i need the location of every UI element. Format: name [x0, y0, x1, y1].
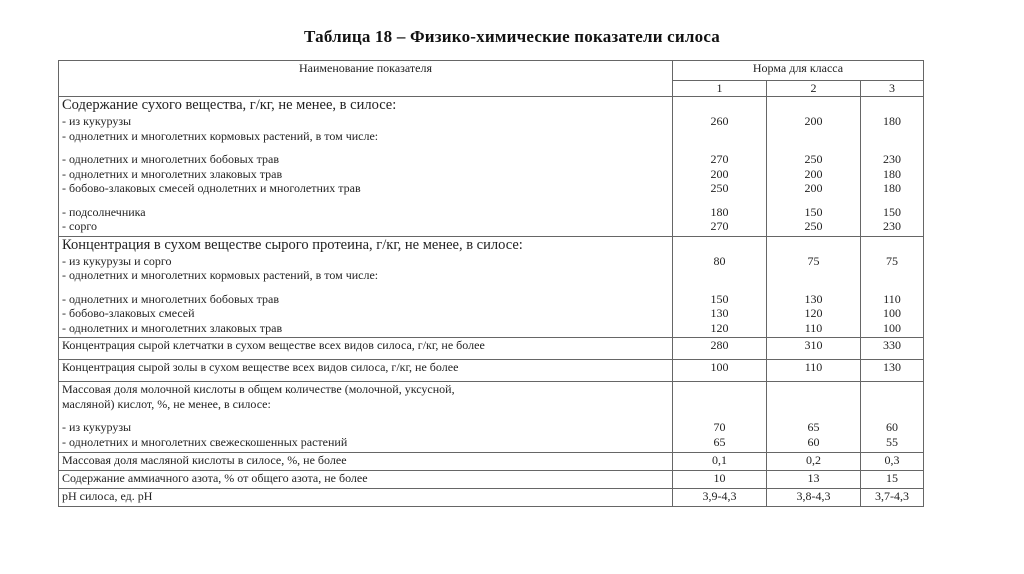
section-row [59, 236, 924, 338]
butyric-acid-row [59, 453, 924, 471]
class-3-value: 130 [861, 360, 924, 382]
indicator-label: - однолетних и многолетних кормовых растений, в том числе: [62, 268, 379, 282]
indicator-label: - из кукурузы [62, 114, 132, 128]
indicator-value: 200 [710, 166, 729, 181]
indicator-label: Массовая доля масляной кислоты в силосе, %, не более [59, 453, 673, 471]
lactic-heading: Массовая доля молочной кислоты в общем количестве (молочной, уксусной, масляной) кислот, %, не менее, в силосе: [62, 382, 455, 411]
section-class-1-values [673, 97, 767, 237]
fiber-row [59, 338, 924, 360]
class-3-value: 3,7-4,3 [861, 489, 924, 507]
indicator-value: 100 [883, 320, 901, 335]
class-2-value: 3,8-4,3 [767, 489, 861, 507]
lactic-class-3-values [861, 382, 924, 453]
indicator-value [767, 129, 860, 144]
class-3-value: 330 [861, 338, 924, 360]
section-labels [59, 97, 673, 237]
indicator-value: 130 [804, 291, 823, 306]
class-3-value: 15 [861, 471, 924, 489]
indicator-label: рН силоса, ед. рН [59, 489, 673, 507]
indicator-value: 180 [883, 166, 901, 181]
header-norm-column: Норма для класса [673, 61, 924, 81]
indicator-value: 180 [883, 181, 901, 195]
indicator-value: 120 [710, 320, 729, 335]
indicator-value: 70 [713, 420, 726, 434]
silage-indicators-table [58, 60, 924, 507]
section-heading: Содержание сухого вещества, г/кг, не менее, в силосе: [62, 97, 397, 113]
ash-row [59, 360, 924, 382]
header-class-1: 1 [673, 81, 767, 97]
indicator-value [861, 268, 923, 283]
indicator-value [861, 129, 923, 144]
header-name-column: Наименование показателя [59, 61, 673, 97]
indicator-label: Концентрация сырой золы в сухом веществе всех видов силоса, г/кг, не более [59, 360, 673, 382]
indicator-label: - однолетних и многолетних бобовых трав [62, 291, 280, 306]
indicator-value: 260 [710, 114, 729, 128]
indicator-value: 250 [804, 219, 823, 233]
indicator-value [673, 268, 766, 283]
table-title: Таблица 18 – Физико-химические показатели силоса [304, 27, 720, 46]
class-1-value: 3,9-4,3 [673, 489, 767, 507]
section-heading: Концентрация в сухом веществе сырого протеина, г/кг, не менее, в силосе: [62, 236, 523, 253]
indicator-value: 250 [710, 181, 729, 195]
lactic-class-2-values [767, 382, 861, 453]
indicator-label: Содержание аммиачного азота, % от общего азота, не более [59, 471, 673, 489]
section-labels [59, 236, 673, 338]
indicator-value: 250 [804, 152, 823, 166]
class-1-value: 280 [673, 338, 767, 360]
ammonia-nitrogen-row [59, 471, 924, 489]
indicator-value: 75 [886, 253, 898, 268]
section-row [59, 97, 924, 237]
indicator-label: - из кукурузы [62, 420, 132, 434]
class-3-value: 0,3 [861, 453, 924, 471]
lactic-labels [59, 382, 673, 453]
indicator-value: 270 [710, 219, 729, 233]
indicator-label: - подсолнечника [62, 204, 146, 219]
lactic-acid-row [59, 382, 924, 453]
indicator-value: 200 [804, 166, 823, 181]
class-2-value: 110 [767, 360, 861, 382]
indicator-value: 80 [713, 253, 726, 268]
indicator-value: 110 [804, 320, 823, 335]
indicator-value: 65 [807, 420, 820, 434]
indicator-value: 60 [886, 420, 898, 434]
indicator-value: 230 [883, 152, 901, 166]
indicator-value [767, 268, 860, 283]
indicator-label: - однолетних и многолетних свежескошенных растений [62, 434, 348, 449]
ph-row [59, 489, 924, 507]
section-class-2-values [767, 236, 861, 338]
indicator-value [673, 129, 766, 144]
indicator-label: - однолетних и многолетних злаковых трав [62, 320, 283, 335]
indicator-value: 110 [883, 291, 901, 306]
indicator-label: - из кукурузы и сорго [62, 253, 172, 268]
section-class-3-values [861, 236, 924, 338]
indicator-label: - однолетних и многолетних злаковых трав [62, 166, 283, 181]
class-1-value: 100 [673, 360, 767, 382]
indicator-value: 150 [804, 204, 823, 219]
section-class-1-values [673, 236, 767, 338]
indicator-label: - сорго [62, 219, 97, 233]
indicator-value: 200 [804, 114, 823, 128]
indicator-value: 120 [804, 306, 823, 320]
class-2-value: 310 [767, 338, 861, 360]
indicator-label: - однолетних и многолетних бобовых трав [62, 152, 280, 166]
indicator-label: - бобово-злаковых смесей [62, 306, 195, 320]
indicator-value: 180 [710, 204, 729, 219]
indicator-value: 75 [807, 253, 820, 268]
indicator-label: Концентрация сырой клетчатки в сухом веществе всех видов силоса, г/кг, не более [59, 338, 673, 360]
class-1-value: 10 [673, 471, 767, 489]
indicator-value: 150 [883, 204, 901, 219]
indicator-value: 55 [886, 434, 898, 449]
indicator-label: - однолетних и многолетних кормовых растений, в том числе: [62, 128, 379, 143]
lactic-class-1-values [673, 382, 767, 453]
header-class-3: 3 [861, 81, 924, 97]
class-2-value: 13 [767, 471, 861, 489]
class-1-value: 0,1 [673, 453, 767, 471]
indicator-value: 130 [710, 306, 729, 320]
indicator-label: - бобово-злаковых смесей однолетних и многолетних трав [62, 181, 361, 195]
section-class-3-values [861, 97, 924, 237]
indicator-value: 200 [804, 181, 823, 195]
header-class-2: 2 [767, 81, 861, 97]
indicator-value: 60 [807, 434, 820, 449]
indicator-value: 65 [713, 434, 726, 449]
indicator-value: 180 [883, 114, 901, 128]
indicator-value: 100 [883, 306, 901, 320]
section-class-2-values [767, 97, 861, 237]
class-2-value: 0,2 [767, 453, 861, 471]
indicator-value: 150 [710, 291, 729, 306]
indicator-value: 230 [883, 219, 901, 233]
indicator-value: 270 [710, 152, 729, 166]
